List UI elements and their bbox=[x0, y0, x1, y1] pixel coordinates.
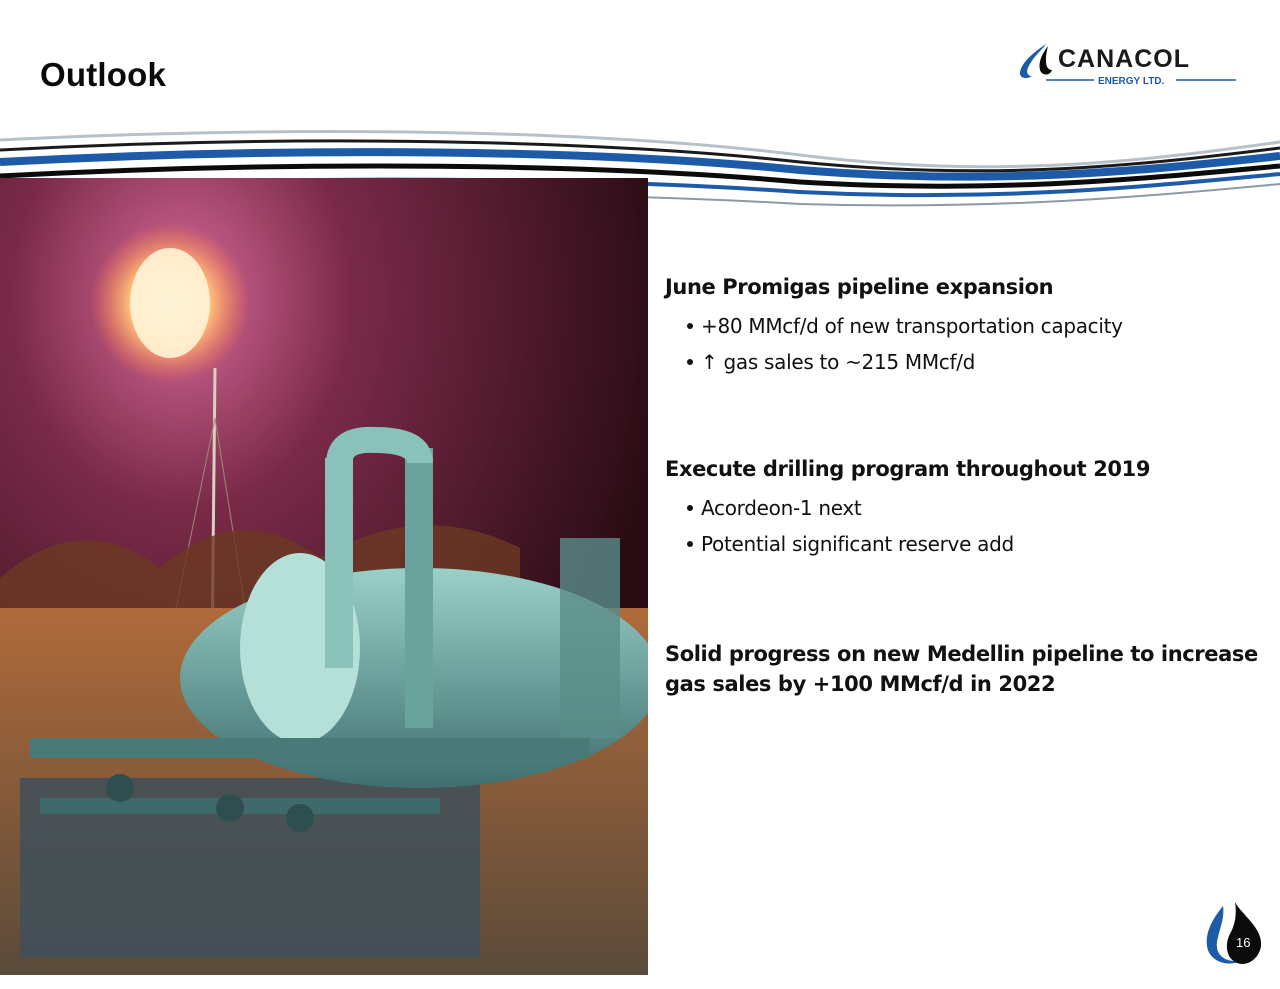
canacol-logo bbox=[1016, 40, 1238, 90]
section-heading: June Promigas pipeline expansion bbox=[665, 275, 1054, 299]
page-number: 16 bbox=[1236, 935, 1251, 950]
logo-subtitle: ENERGY LTD. bbox=[1098, 76, 1165, 87]
section-medellin bbox=[665, 639, 1258, 699]
section-heading-line-2: gas sales by +100 MMcf/d in 2022 bbox=[665, 672, 1056, 696]
bullet-item: +80 MMcf/d of new transportation capacity bbox=[687, 308, 1123, 344]
bullet-item: ↑ gas sales to ~215 MMcf/d bbox=[687, 344, 1123, 380]
section-drilling bbox=[665, 454, 1150, 562]
slide-title: Outlook bbox=[40, 56, 167, 93]
drop-icon bbox=[1201, 902, 1265, 972]
bullet-icon bbox=[687, 323, 693, 329]
bullet-icon bbox=[687, 505, 693, 511]
section-heading-line-1: Solid progress on new Medellin pipeline to increase bbox=[665, 642, 1258, 666]
section-heading: Execute drilling program throughout 2019 bbox=[665, 457, 1151, 481]
bullet-icon bbox=[687, 359, 693, 365]
page-number-badge bbox=[1201, 902, 1265, 972]
bullet-item: Potential significant reserve add bbox=[687, 526, 1150, 562]
bullet-icon bbox=[687, 541, 693, 547]
bullet-item: Acordeon-1 next bbox=[687, 490, 1150, 526]
gas-processing-facility-photo bbox=[0, 178, 648, 975]
logo-name: CANACOL bbox=[1058, 45, 1190, 73]
section-promigas bbox=[665, 272, 1123, 380]
